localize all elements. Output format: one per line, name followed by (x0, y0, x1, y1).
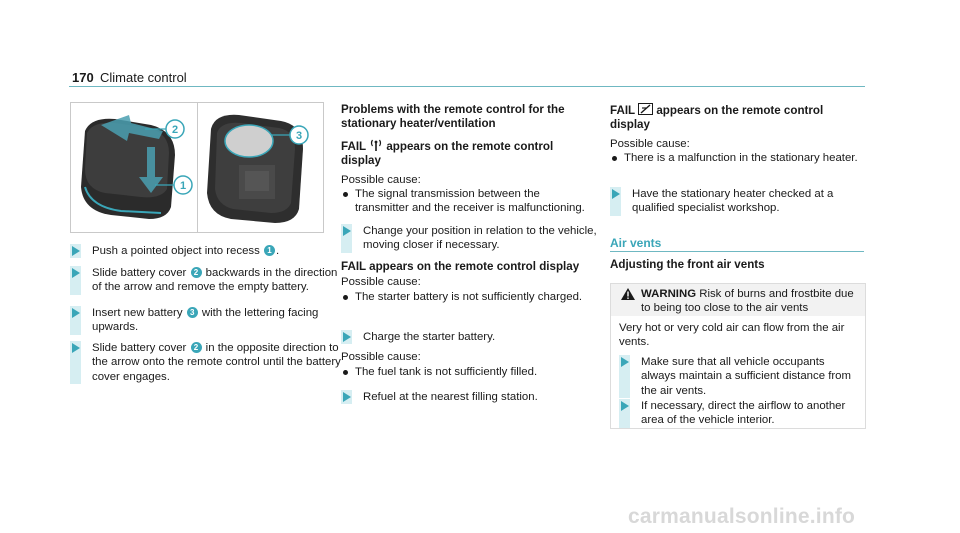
step-slide-cover-back: Slide battery cover 2 in the opposite direction to the arrow onto the remote control until the battery cover engages. (70, 341, 344, 384)
cause-battery: The starter battery is not sufficiently charged. (341, 290, 593, 304)
cause-fuel: The fuel tank is not sufficiently filled. (341, 365, 593, 379)
step-arrow-icon (343, 392, 351, 402)
step-arrow-icon (72, 246, 80, 256)
warning-step-airflow: If necessary, direct the airflow to another area of the vehicle interior. (619, 399, 861, 428)
number-badge: 1 (264, 245, 275, 256)
step-arrow-icon (72, 308, 80, 318)
remote-battery-compartment (207, 115, 303, 223)
warning-triangle-icon (621, 288, 635, 300)
possible-cause-label: Possible cause: (341, 351, 421, 363)
step-slide-cover: Slide battery cover 2 backwards in the direction of the arrow and remove the empty battery. (70, 266, 344, 295)
warning-step-distance: Make sure that all vehicle occupants always maintain a sufficient distance from the air vents. (619, 355, 861, 398)
warning-box (610, 283, 866, 429)
step-insert-battery: Insert new battery 3 with the lettering facing upwards. (70, 306, 344, 335)
callout-1-label: 1 (179, 180, 187, 192)
battery-replacement-figure (70, 102, 324, 233)
step-arrow-icon (612, 189, 620, 199)
section-title: Climate control (100, 70, 187, 85)
cause-heater: There is a malfunction in the stationary heater. (610, 151, 862, 165)
heater-off-icon (638, 103, 653, 115)
section-rule (610, 251, 864, 252)
remote-open-cover (81, 115, 175, 219)
antenna-signal-icon (369, 139, 383, 151)
number-badge: 2 (191, 342, 202, 353)
fail-heater-heading: FAIL appears on the remote control display (610, 104, 824, 132)
number-badge: 3 (187, 307, 198, 318)
fail-signal-heading: FAIL appears on the remote control display (341, 140, 554, 168)
step-arrow-icon (72, 343, 80, 353)
step-push-recess: Push a pointed object into recess 1 . (70, 244, 344, 258)
warning-body: Very hot or very cold air can flow from the air vents. (619, 322, 845, 349)
watermark: carmanualsonline.info (628, 505, 856, 528)
step-arrow-icon (72, 268, 80, 278)
fail-display-heading: FAIL appears on the remote control display (341, 260, 580, 273)
step-arrow-icon (343, 226, 351, 236)
air-vents-heading: Air vents (610, 236, 662, 250)
figure-divider (197, 103, 198, 232)
possible-cause-label: Possible cause: (341, 174, 421, 186)
possible-cause-label: Possible cause: (610, 138, 690, 150)
callout-2-label: 2 (171, 124, 179, 136)
step-change-position: Change your position in relation to the vehicle, moving closer if necessary. (341, 224, 601, 253)
step-arrow-icon (621, 401, 629, 411)
step-arrow-icon (343, 332, 351, 342)
problems-heading: Problems with the remote control for the stationary heater/ventilation (341, 103, 565, 131)
possible-cause-label: Possible cause: (341, 276, 421, 288)
adjusting-front-vents-heading: Adjusting the front air vents (610, 258, 765, 271)
step-arrow-icon (621, 357, 629, 367)
callout-3-label: 3 (295, 130, 303, 142)
number-badge: 2 (191, 267, 202, 278)
cause-signal: The signal transmission between the transmitter and the receiver is malfunctioning. (341, 187, 593, 216)
step-refuel: Refuel at the nearest filling station. (341, 390, 601, 404)
warning-title: WARNING Risk of burns and frostbite due to being too close to the air vents (641, 288, 854, 315)
step-have-checked: Have the stationary heater checked at a qualified specialist workshop. (610, 187, 870, 216)
page-number: 170 (72, 70, 94, 85)
step-charge-battery: Charge the starter battery. (341, 330, 601, 344)
header-rule (69, 86, 865, 87)
